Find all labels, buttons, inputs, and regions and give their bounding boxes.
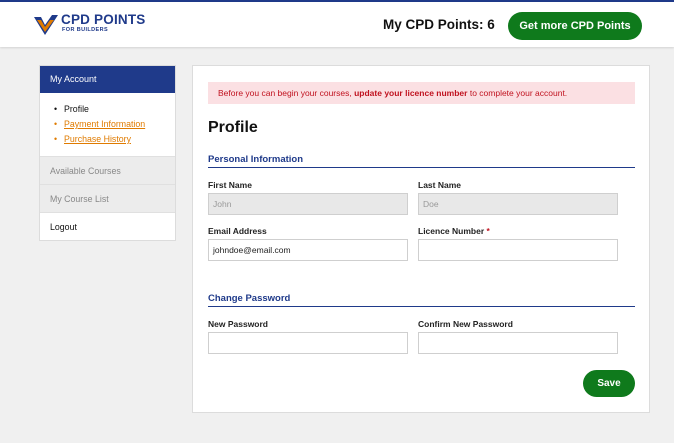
top-header	[0, 2, 674, 47]
bullet-icon: •	[54, 134, 58, 144]
confirm-password-label: Confirm New Password	[418, 319, 513, 329]
brand-logo[interactable]	[32, 12, 162, 38]
bullet-icon: •	[54, 119, 58, 129]
profile-panel	[192, 65, 650, 413]
sidebar-item-label: Purchase History	[64, 134, 131, 144]
sidebar-section-my-account[interactable]: My Account	[40, 66, 175, 93]
sidebar-item-available-courses[interactable]: Available Courses	[40, 156, 175, 184]
brand-subtitle: FOR BUILDERS	[62, 27, 109, 33]
new-password-field[interactable]	[208, 332, 408, 354]
sidebar-submenu	[40, 93, 175, 156]
new-password-label: New Password	[208, 319, 268, 329]
brand-title: CPD POINTS	[61, 12, 146, 27]
confirm-password-field[interactable]	[418, 332, 618, 354]
save-button[interactable]: Save	[583, 370, 635, 397]
account-sidebar	[39, 65, 176, 241]
first-name-label: First Name	[208, 180, 252, 190]
licence-number-label-text: Licence Number	[418, 226, 485, 236]
sidebar-item-my-course-list[interactable]: My Course List	[40, 184, 175, 212]
alert-emphasis: update your licence number	[354, 88, 468, 98]
sidebar-item-logout[interactable]: Logout	[40, 212, 175, 240]
email-label: Email Address	[208, 226, 267, 236]
required-marker: *	[486, 226, 490, 236]
bullet-icon: •	[54, 104, 58, 114]
section-divider	[208, 167, 635, 168]
email-field[interactable]: johndoe@email.com	[208, 239, 408, 261]
first-name-field[interactable]: John	[208, 193, 408, 215]
last-name-field[interactable]: Doe	[418, 193, 618, 215]
sidebar-item-label: Profile	[64, 104, 89, 114]
page-title: Profile	[208, 119, 258, 136]
licence-number-field[interactable]	[418, 239, 618, 261]
personal-information-heading: Personal Information	[208, 154, 304, 165]
change-password-heading: Change Password	[208, 293, 291, 304]
section-divider	[208, 306, 635, 307]
checkmark-logo-icon	[32, 14, 58, 36]
sidebar-item-profile[interactable]	[54, 102, 175, 117]
licence-alert	[208, 82, 635, 104]
alert-suffix: to complete your account.	[467, 88, 568, 98]
sidebar-item-payment-information[interactable]	[54, 117, 175, 132]
alert-prefix: Before you can begin your courses,	[218, 88, 355, 98]
cpd-points-count: My CPD Points: 6	[383, 17, 495, 32]
get-more-points-button[interactable]: Get more CPD Points	[508, 12, 642, 40]
licence-number-label	[418, 226, 490, 236]
sidebar-item-label: Payment Information	[64, 119, 146, 129]
sidebar-item-purchase-history[interactable]	[54, 132, 175, 147]
last-name-label: Last Name	[418, 180, 461, 190]
